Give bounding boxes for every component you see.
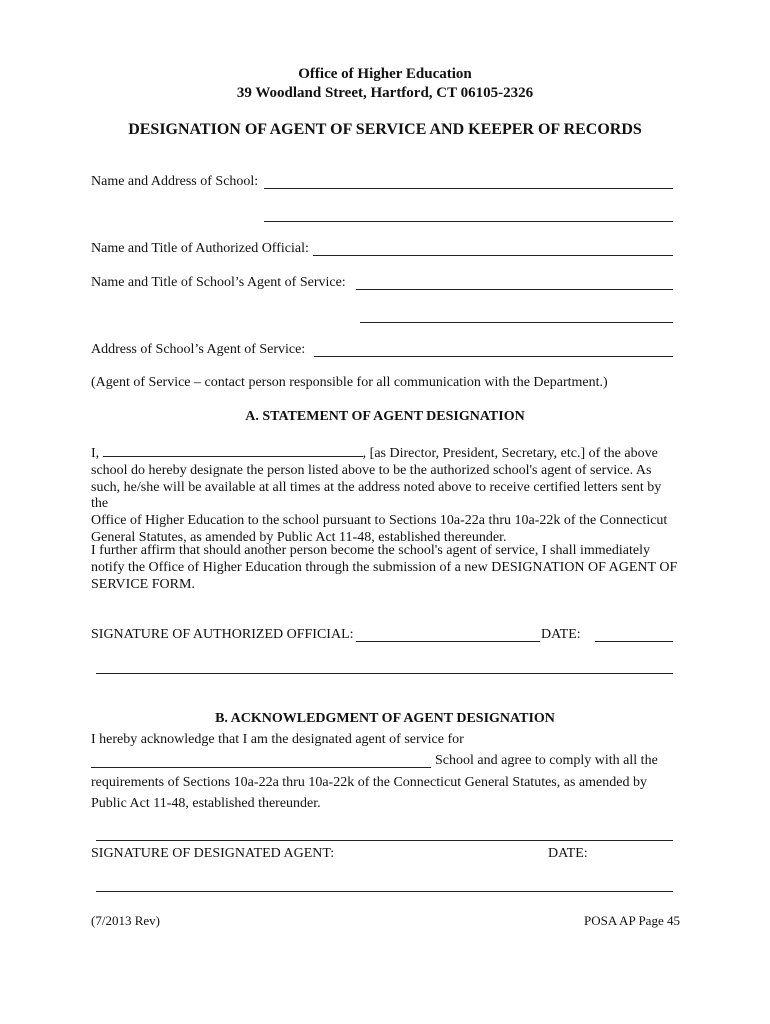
form-title: DESIGNATION OF AGENT OF SERVICE AND KEEPER OF RECORDS	[128, 121, 642, 138]
section-b-heading: B. ACKNOWLEDGMENT OF AGENT DESIGNATION	[215, 711, 555, 726]
ack-line-4: Public Act 11-48, established thereunder.	[91, 796, 321, 811]
office-name: Office of Higher Education	[298, 66, 472, 82]
authorized-official-field[interactable]	[313, 255, 673, 256]
p1-rest: , [as Director, President, Secretary, etc.] of the above	[362, 446, 658, 461]
school-name-address-label: Name and Address of School:	[91, 174, 259, 189]
official-name-field[interactable]	[103, 443, 363, 457]
agent-of-service-field-2[interactable]	[360, 322, 673, 323]
agent-signature-label: SIGNATURE OF DESIGNATED AGENT:	[91, 846, 335, 861]
p1-line: Office of Higher Education to the school pursuant to Sections 10a-22a thru 10a-22k of the Connecticut	[91, 513, 668, 529]
official-signature-field[interactable]	[356, 641, 540, 642]
agent-address-label: Address of School’s Agent of Service:	[91, 342, 306, 357]
agent-of-service-field[interactable]	[356, 289, 673, 290]
p2-line: I further affirm that should another person become the school's agent of service, I shall immediately	[91, 543, 650, 558]
page-number: POSA AP Page 45	[584, 913, 680, 928]
ack-line-3: requirements of Sections 10a-22a thru 10a-22k of the Connecticut General Statutes, as amended by	[91, 775, 647, 790]
official-date-field[interactable]	[595, 641, 673, 642]
p2-line: SERVICE FORM.	[91, 576, 195, 592]
revision-label: (7/2013 Rev)	[91, 913, 160, 928]
section-a-paragraph-2	[91, 543, 681, 593]
school-name-field[interactable]	[91, 767, 431, 768]
agent-address-field[interactable]	[314, 356, 673, 357]
agent-extra-line[interactable]	[96, 891, 673, 892]
p2-line: notify the Office of Higher Education through the submission of a new DESIGNATION OF AGENT OF	[91, 559, 678, 575]
p1-line: such, he/she will be available at all times at the address noted above to receive certified letters sent by the	[91, 479, 662, 512]
agent-signature-line[interactable]	[96, 840, 673, 841]
school-address-field-2[interactable]	[264, 221, 673, 222]
office-address: 39 Woodland Street, Hartford, CT 06105-2326	[236, 85, 534, 101]
official-signature-label: SIGNATURE OF AUTHORIZED OFFICIAL:	[91, 627, 354, 642]
ack-line-1: I hereby acknowledge that I am the designated agent of service for	[91, 732, 464, 747]
p1-line: school do hereby designate the person listed above to be the authorized school's agent of service. As	[91, 462, 652, 478]
official-date-label: DATE:	[541, 627, 581, 642]
official-signature-line-blank[interactable]	[96, 673, 673, 674]
school-name-address-field[interactable]	[264, 188, 673, 189]
ack-line-2: School and agree to comply with all the	[435, 753, 658, 768]
agent-note: (Agent of Service – contact person responsible for all communication with the Department.)	[91, 375, 608, 390]
section-a-heading: A. STATEMENT OF AGENT DESIGNATION	[245, 409, 525, 424]
authorized-official-label: Name and Title of Authorized Official:	[91, 241, 309, 256]
agent-date-label: DATE:	[548, 846, 588, 861]
section-a-paragraph-1	[91, 443, 681, 547]
agent-of-service-label: Name and Title of School’s Agent of Service:	[91, 275, 346, 290]
p1-line: General Statutes, as amended by Public Act 11-48, established thereunder.	[91, 529, 507, 545]
pronoun-i: I,	[91, 446, 100, 461]
